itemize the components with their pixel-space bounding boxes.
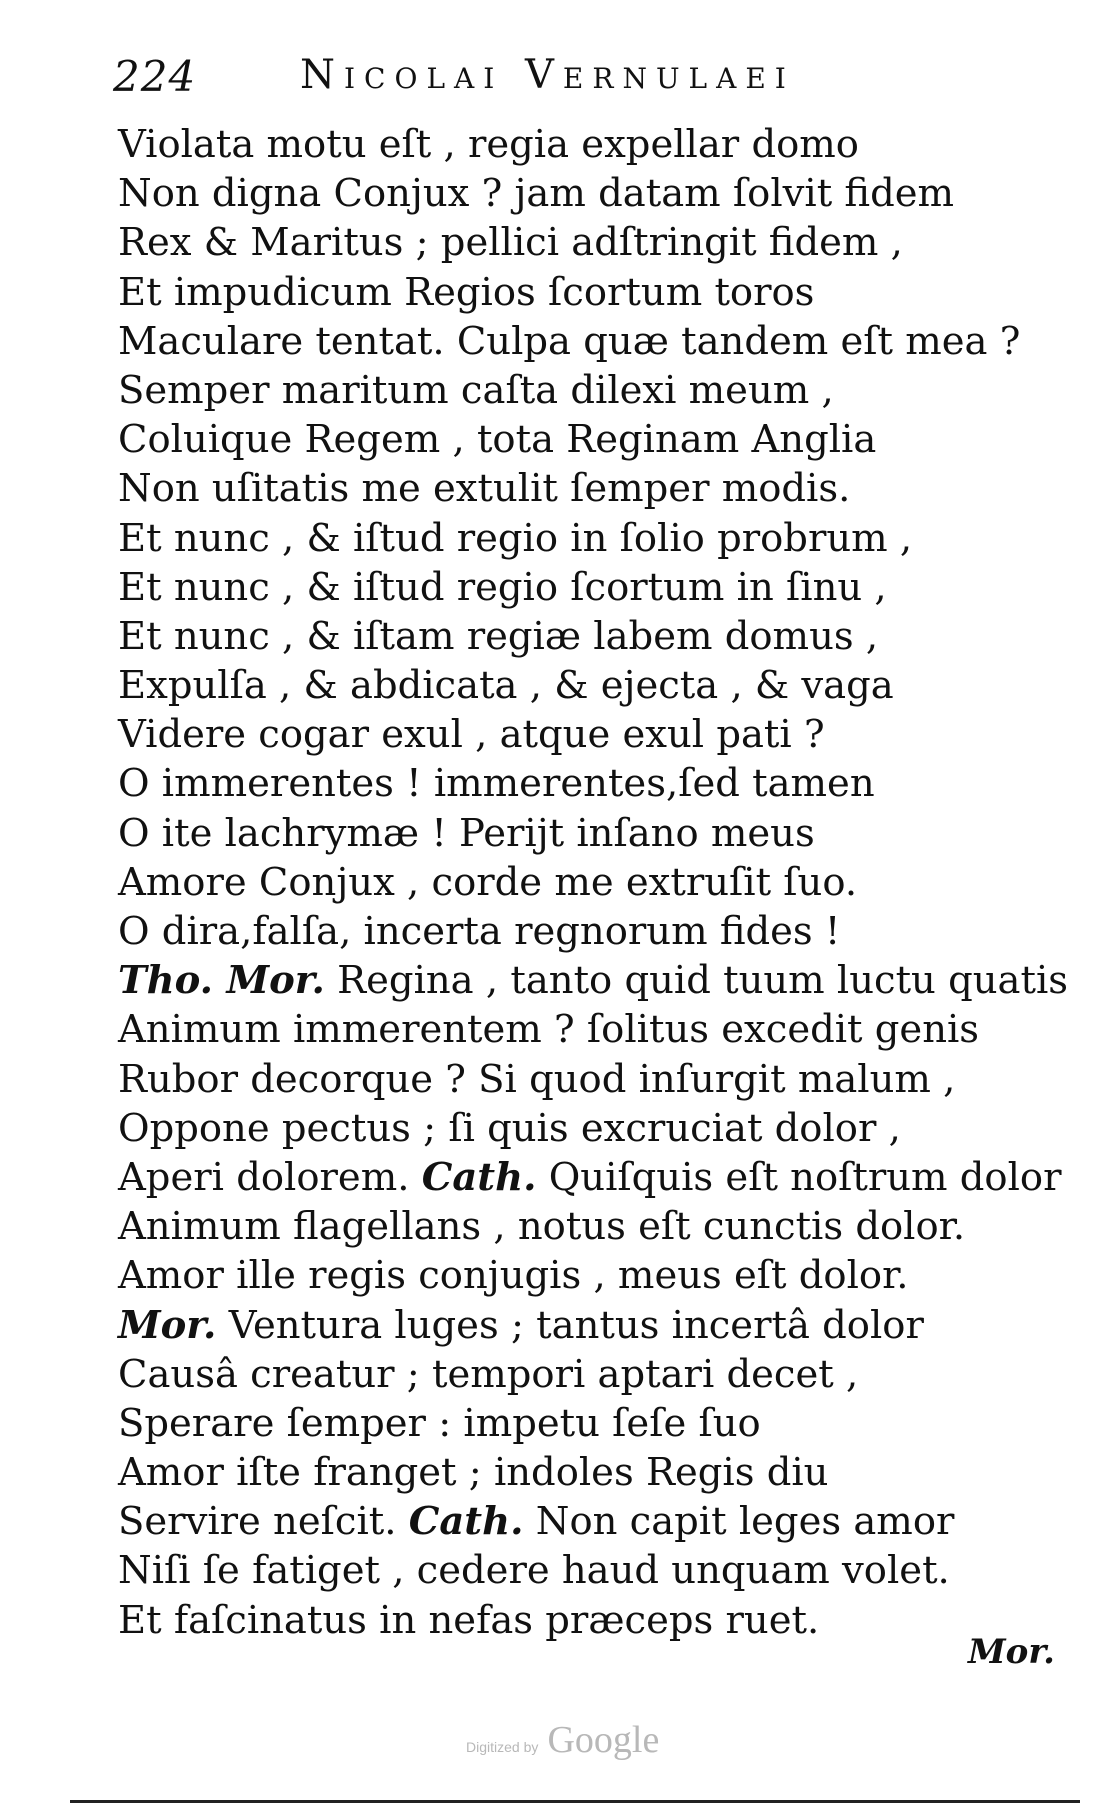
speaker-name: Cath. [421, 1154, 537, 1200]
verse-text: Quiſquis eſt noſtrum dolor [548, 1154, 1062, 1200]
verse-line [118, 710, 1018, 759]
verse-line [118, 1005, 1018, 1054]
verse-line [118, 317, 1021, 366]
verse-line [118, 366, 1018, 415]
verse-text: Niſi ſe fatiget , cedere haud unquam volet. [118, 1548, 950, 1594]
verse-text: Rex & Maritus ; pellici adſtringit fidem , [118, 220, 903, 266]
watermark-brand: Google [547, 1719, 660, 1761]
page-number: 224 [113, 52, 197, 101]
catchword: Mor. [968, 1632, 1055, 1672]
verse-line [118, 759, 1018, 808]
verse-text: Et nunc , & iſtud regio ſcortum in ſinu , [118, 564, 887, 610]
verse-text: Amor iſte franget ; indoles Regis diu [118, 1450, 829, 1496]
verse-text: Maculare tentat. Culpa quæ tandem eſt mea ? [118, 318, 1021, 364]
speaker-name: Cath. [408, 1499, 524, 1545]
verse-line [118, 1055, 1018, 1104]
verse-text: Causâ creatur ; tempori aptari decet , [118, 1351, 859, 1397]
verse-text: Sperare ſemper : impetu ſeſe ſuo [118, 1400, 761, 1446]
verse-text: O immerentes ! immerentes,ſed tamen [118, 761, 875, 807]
verse-line [118, 120, 1018, 169]
verse-line [118, 1301, 1018, 1350]
verse-line [118, 907, 1018, 956]
verse-line [118, 464, 1018, 513]
verse-text: Non digna Conjux ? jam datam ſolvit fidem [118, 171, 955, 217]
verse-text: Ventura luges ; tantus incertâ dolor [228, 1302, 924, 1348]
running-head: Nicolai Vernulaei [300, 52, 795, 98]
verse-line [118, 1448, 1018, 1497]
speaker-name: Mor. [118, 1302, 217, 1348]
verse-text: O dira,falſa, incerta regnorum fides ! [118, 909, 841, 954]
verse-text: Violata motu eſt , regia expellar domo [118, 122, 859, 167]
verse-text: Amore Conjux , corde me extruſit ſuo. [118, 859, 858, 905]
watermark-small-text: Digitized by [466, 1739, 539, 1755]
verse-text: Et nunc , & iſtud regio in ſolio probrum , [118, 515, 913, 561]
verse-text: Animum immerentem ? ſolitus excedit genis [118, 1007, 980, 1053]
verse-text-block [118, 120, 1069, 1645]
verse-text: Et nunc , & iſtam regiæ labem domus , [118, 613, 879, 659]
verse-line [118, 169, 1018, 218]
verse-line [118, 1546, 1018, 1595]
digitized-by-google-watermark [466, 1718, 659, 1762]
verse-text: Non capit leges amor [535, 1499, 955, 1545]
verse-text: O ite lachrymæ ! Perijt inſano meus [118, 810, 815, 856]
verse-text: Videre cogar exul , atque exul pati ? [118, 712, 825, 758]
verse-line [118, 563, 1018, 612]
verse-text: Et impudicum Regios ſcortum toros [118, 269, 815, 315]
verse-line [118, 1497, 1018, 1546]
verse-line [118, 858, 1018, 907]
verse-line [118, 1104, 1018, 1153]
verse-text: Animum flagellans , notus eſt cunctis dolor. [118, 1204, 966, 1250]
verse-line [118, 415, 1018, 464]
verse-line [118, 1251, 1018, 1300]
verse-line [118, 1153, 1062, 1202]
verse-line [118, 612, 1018, 661]
verse-line [118, 809, 1018, 858]
verse-text: Expulſa , & abdicata , & ejecta , & vaga [118, 663, 894, 709]
verse-line [118, 1202, 1018, 1251]
verse-text: Et faſcinatus in nefas præceps ruet. [118, 1597, 820, 1643]
verse-line [118, 218, 1018, 267]
verse-text: Non uſitatis me extulit ſemper modis. [118, 466, 851, 512]
verse-text: Regina , tanto quid tuum luctu quatis [337, 958, 1069, 1004]
verse-line [118, 956, 1069, 1005]
verse-line [118, 1350, 1018, 1399]
verse-text: Servire neſcit. [118, 1499, 397, 1545]
verse-text: Coluique Regem , tota Reginam Anglia [118, 417, 877, 463]
speaker-name: Tho. Mor. [118, 958, 325, 1004]
verse-line [118, 1596, 1018, 1645]
verse-text: Amor ille regis conjugis , meus eſt dolor. [118, 1253, 909, 1299]
verse-text: Rubor decorque ? Si quod inſurgit malum , [118, 1056, 956, 1102]
verse-line [118, 1399, 1018, 1448]
verse-line [118, 268, 1018, 317]
verse-text: Semper maritum caſta dilexi meum , [118, 367, 834, 413]
verse-text: Oppone pectus ; ſi quis excruciat dolor , [118, 1105, 901, 1151]
verse-line [118, 514, 1018, 563]
verse-text: Aperi dolorem. [118, 1154, 410, 1200]
verse-line [118, 661, 1018, 710]
page-edge-rule [70, 1800, 1080, 1803]
